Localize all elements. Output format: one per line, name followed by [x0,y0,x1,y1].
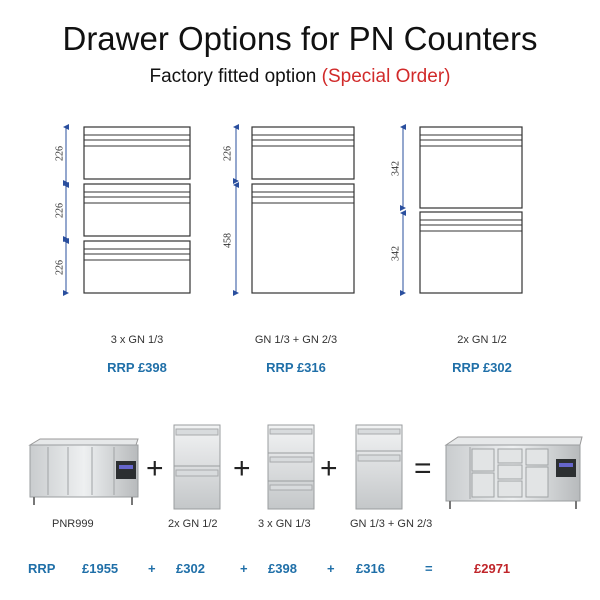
drawer-diagram-gn13-gn23 [236,127,354,293]
dim-label: 226 [54,146,66,161]
price-operator: + [148,561,156,576]
dim-label: 342 [390,246,402,261]
drawer-module-3x-gn13-image [268,425,314,509]
option-caption: GN 1/3 + GN 2/3 [254,334,338,346]
price-operator: + [240,561,248,576]
drawer-module-gn13-gn23-image [356,425,402,509]
price-option: £316 [356,561,385,576]
subtitle-main: Factory fitted option [149,66,322,87]
option-price: RRP £398 [107,360,167,375]
rrp-label: RRP [28,561,56,576]
operator-plus: + [233,452,251,485]
option-caption: 3 x GN 1/3 [110,334,164,346]
product-caption: 3 x GN 1/3 [258,518,311,530]
price-counter: £1955 [82,561,119,576]
price-option: £398 [268,561,297,576]
dim-label: 226 [54,260,66,275]
product-caption: 2x GN 1/2 [168,518,218,530]
operator-plus: + [320,452,338,485]
price-equals: = [425,561,433,576]
product-caption: PNR999 [52,518,94,530]
product-illustrations [0,415,600,515]
dim-label: 342 [390,161,402,176]
option-caption: 2x GN 1/2 [457,334,507,346]
page-title: Drawer Options for PN Counters [62,20,538,57]
operator-equals: = [414,452,432,485]
dim-label: 226 [54,203,66,218]
option-price: RRP £316 [266,360,326,375]
drawer-diagrams [0,115,600,305]
drawer-module-2x-gn12-image [174,425,220,509]
price-operator: + [327,561,335,576]
page-subtitle [0,66,600,88]
drawer-diagram-3x-gn13 [66,127,190,293]
counter-pnr999-image [30,439,138,505]
product-caption: GN 1/3 + GN 2/3 [350,518,433,530]
option-price: RRP £302 [452,360,512,375]
price-total: £2971 [474,561,511,576]
dim-label: 226 [222,146,234,161]
dim-label: 458 [222,233,234,248]
subtitle-special-order: (Special Order) [321,66,451,87]
price-option: £302 [176,561,205,576]
final-counter-image [446,437,582,509]
drawer-diagram-2x-gn12 [403,127,522,293]
operator-plus: + [146,452,164,485]
